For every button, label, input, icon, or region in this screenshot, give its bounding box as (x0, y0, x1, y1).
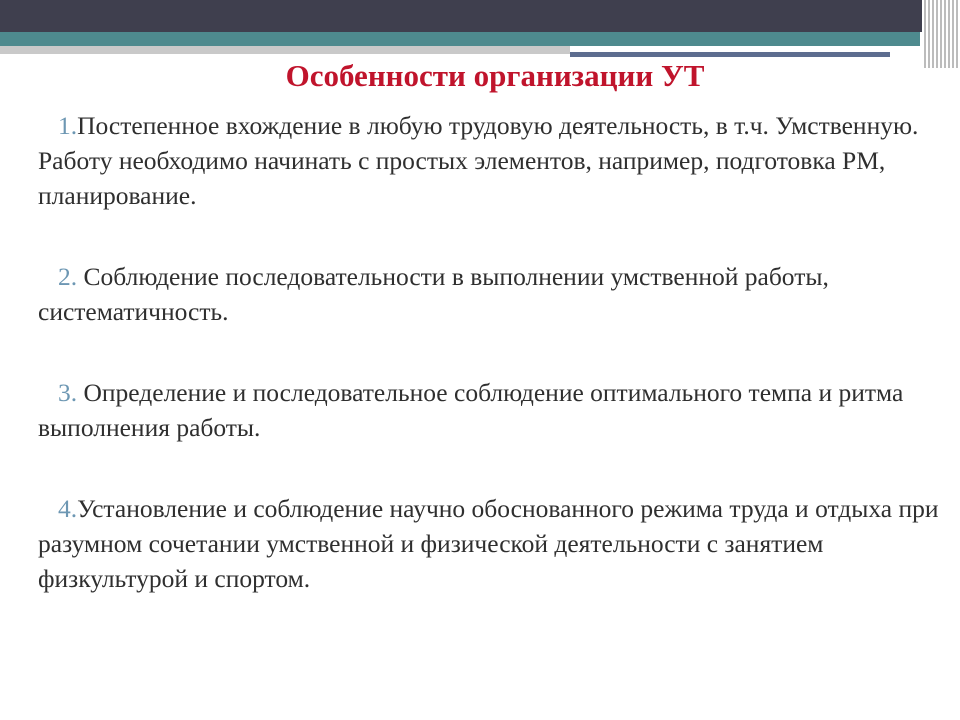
item-number: 1. (58, 111, 78, 140)
header-dark-bar (0, 0, 960, 32)
item-number: 3. (58, 378, 78, 407)
list-item (38, 491, 953, 596)
item-text: Постепенное вхождение в любую трудовую деятельность, в т.ч. Умственную. Работу необходимо начинать с простых элементов, например, подготовка РМ, планирование. (38, 111, 919, 210)
header-teal-band (0, 32, 920, 46)
item-number: 4. (58, 494, 78, 523)
header-accent-line (570, 52, 890, 57)
item-text: Установление и соблюдение научно обоснованного режима труда и отдыха при разумном сочетании умственной и физической деятельности с занятием физкультурой и спортом. (38, 494, 939, 593)
list-item (38, 108, 953, 213)
item-text: Определение и последовательное соблюдение оптимального темпа и ритма выполнения работы. (38, 378, 904, 442)
list-item (38, 375, 953, 445)
slide-title: Особенности организации УТ (285, 58, 705, 93)
list-item (38, 259, 953, 329)
header-gray-band (0, 46, 570, 54)
content-list (38, 108, 953, 642)
item-number: 2. (58, 262, 78, 291)
item-text: Соблюдение последовательности в выполнении умственной работы, систематичность. (38, 262, 829, 326)
